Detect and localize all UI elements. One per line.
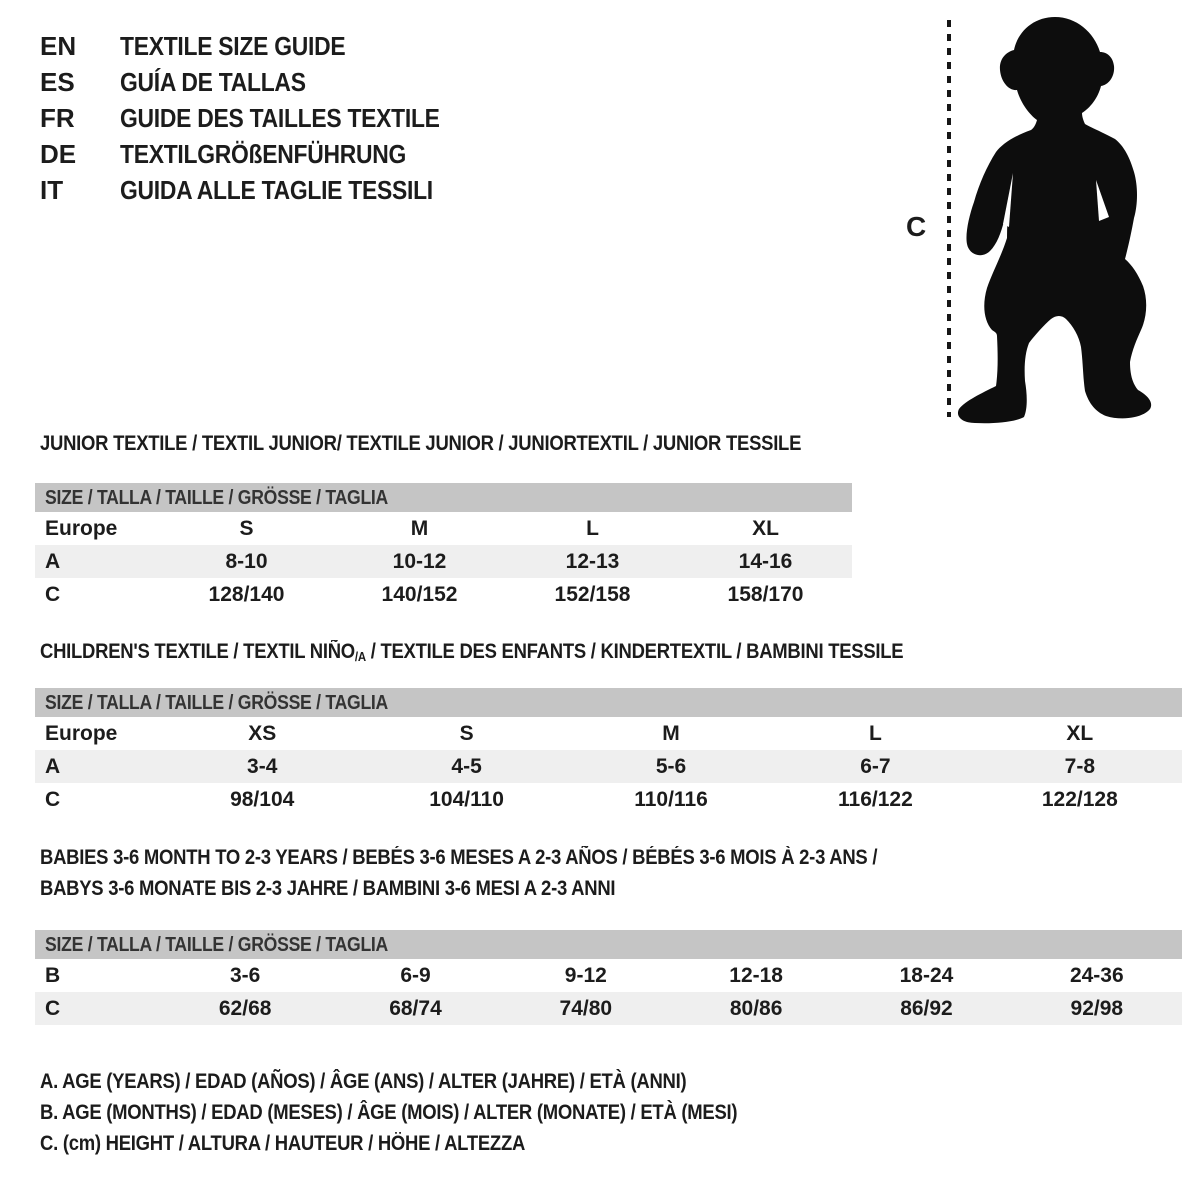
row-label: C	[45, 583, 61, 606]
title-end: / TEXTILE DES ENFANTS / KINDERTEXTIL / BAMBINI TESSILE	[365, 640, 904, 663]
row-label: Europe	[45, 722, 118, 745]
cell: 5-6	[655, 755, 687, 778]
cell: 86/92	[900, 997, 953, 1020]
language-row-es	[40, 64, 483, 100]
cell: 116/122	[838, 788, 913, 811]
table-header-band	[35, 688, 1182, 717]
cell: M	[662, 722, 680, 745]
cell: S	[459, 722, 474, 745]
language-label: TEXTILGRÖßENFÜHRUNG	[120, 139, 407, 169]
table-row	[35, 959, 1182, 992]
section-title-text: BABIES 3-6 MONTH TO 2-3 YEARS / BEBÉS 3-6 MESES A 2-3 AÑOS / BÉBÉS 3-6 MOIS À 2-3 ANS /	[40, 846, 878, 869]
legend-text: B. AGE (MONTHS) / EDAD (MESES) / ÂGE (MOIS) / ALTER (MONATE) / ETÀ (MESI)	[40, 1101, 738, 1124]
cell: XL	[752, 517, 779, 540]
cell: 74/80	[559, 997, 613, 1020]
table-row	[35, 750, 1182, 783]
language-label: GUIDE DES TAILLES TEXTILE	[120, 103, 440, 133]
language-list	[40, 28, 483, 208]
section-title-text: JUNIOR TEXTILE / TEXTIL JUNIOR/ TEXTILE JUNIOR / JUNIORTEXTIL / JUNIOR TESSILE	[40, 432, 802, 455]
cell: 12-13	[565, 550, 620, 573]
cell: 24-36	[1069, 964, 1124, 987]
cell: 152/158	[554, 583, 631, 606]
cell: 7-8	[1064, 755, 1095, 778]
section-title-children	[40, 640, 1021, 669]
legend-line-b	[40, 1097, 832, 1128]
babies-size-table	[35, 930, 1182, 1025]
cell: 9-12	[564, 964, 607, 987]
cell: 6-7	[860, 755, 891, 778]
language-row-en	[40, 28, 483, 64]
cell: 4-5	[451, 755, 482, 778]
language-code: ES	[40, 67, 75, 97]
language-row-it	[40, 172, 483, 208]
row-label: B	[45, 964, 61, 987]
row-label: A	[45, 755, 61, 778]
language-row-de	[40, 136, 483, 172]
cell: 62/68	[218, 997, 272, 1020]
legend-text: A. AGE (YEARS) / EDAD (AÑOS) / ÂGE (ANS) / ALTER (JAHRE) / ETÀ (ANNI)	[40, 1070, 687, 1093]
cell: XS	[248, 722, 277, 745]
cell: 3-6	[229, 964, 261, 987]
cell: 10-12	[392, 550, 447, 573]
cell: 8-10	[225, 550, 268, 573]
language-row-fr	[40, 100, 483, 136]
cell: S	[239, 517, 254, 540]
cell: 158/170	[727, 583, 804, 606]
table-header-text: SIZE / TALLA / TAILLE / GRÖSSE / TAGLIA	[45, 692, 389, 714]
table-row	[35, 783, 1182, 816]
cell: M	[410, 517, 429, 540]
cell: 18-24	[899, 964, 954, 987]
cell: L	[869, 722, 882, 745]
legend-line-a	[40, 1066, 832, 1097]
cell: XL	[1066, 722, 1094, 745]
section-title-text	[40, 640, 903, 669]
table-header-band	[35, 483, 852, 512]
title-subscript: /A	[354, 649, 366, 664]
row-label: C	[45, 997, 61, 1020]
cell: 3-4	[247, 755, 278, 778]
cell: 128/140	[208, 583, 285, 606]
row-label: Europe	[45, 517, 118, 540]
section-title-junior	[40, 432, 905, 456]
cell: 122/128	[1041, 788, 1118, 811]
table-header-text: SIZE / TALLA / TAILLE / GRÖSSE / TAGLIA	[45, 934, 389, 956]
cell: 14-16	[738, 550, 793, 573]
cell: 92/98	[1070, 997, 1124, 1020]
section-title-text: BABYS 3-6 MONATE BIS 2-3 JAHRE / BAMBINI 3-6 MESI A 2-3 ANNI	[40, 877, 616, 900]
cell: 6-9	[400, 964, 431, 987]
table-row	[35, 717, 1182, 750]
language-label: GUIDA ALLE TAGLIE TESSILI	[120, 175, 433, 205]
title-main: CHILDREN'S TEXTILE / TEXTIL NIÑO	[40, 640, 355, 663]
cell: 140/152	[381, 583, 458, 606]
section-title-babies-line2	[40, 877, 694, 901]
language-label: GUÍA DE TALLAS	[120, 67, 306, 97]
table-row	[35, 545, 852, 578]
cell: 110/116	[634, 788, 708, 811]
table-header-text: SIZE / TALLA / TAILLE / GRÖSSE / TAGLIA	[45, 487, 389, 509]
legend-line-c	[40, 1128, 832, 1159]
height-measure-dashed-line	[947, 20, 951, 417]
table-header-band	[35, 930, 1182, 959]
cell: 68/74	[389, 997, 442, 1020]
table-row	[35, 578, 852, 611]
table-row	[35, 512, 852, 545]
cell: 104/110	[429, 788, 504, 811]
language-code: EN	[40, 31, 77, 61]
language-code: IT	[40, 175, 64, 205]
toddler-silhouette-icon	[952, 14, 1172, 424]
row-label: A	[45, 550, 61, 573]
cell: L	[586, 517, 599, 540]
cell: 80/86	[729, 997, 783, 1020]
table-row	[35, 992, 1182, 1025]
language-label: TEXTILE SIZE GUIDE	[120, 31, 346, 61]
language-code: DE	[40, 139, 77, 169]
language-code: FR	[40, 103, 75, 133]
row-label: C	[45, 788, 61, 811]
children-size-table	[35, 688, 1182, 816]
legend-text: C. (cm) HEIGHT / ALTURA / HAUTEUR / HÖHE / ALTEZZA	[40, 1132, 526, 1155]
cell: 98/104	[230, 788, 295, 811]
section-title-babies-line1	[40, 846, 991, 870]
measurement-legend	[40, 1066, 832, 1159]
cell: 12-18	[729, 964, 783, 987]
height-measure-label: C	[906, 211, 927, 242]
junior-size-table	[35, 483, 852, 611]
